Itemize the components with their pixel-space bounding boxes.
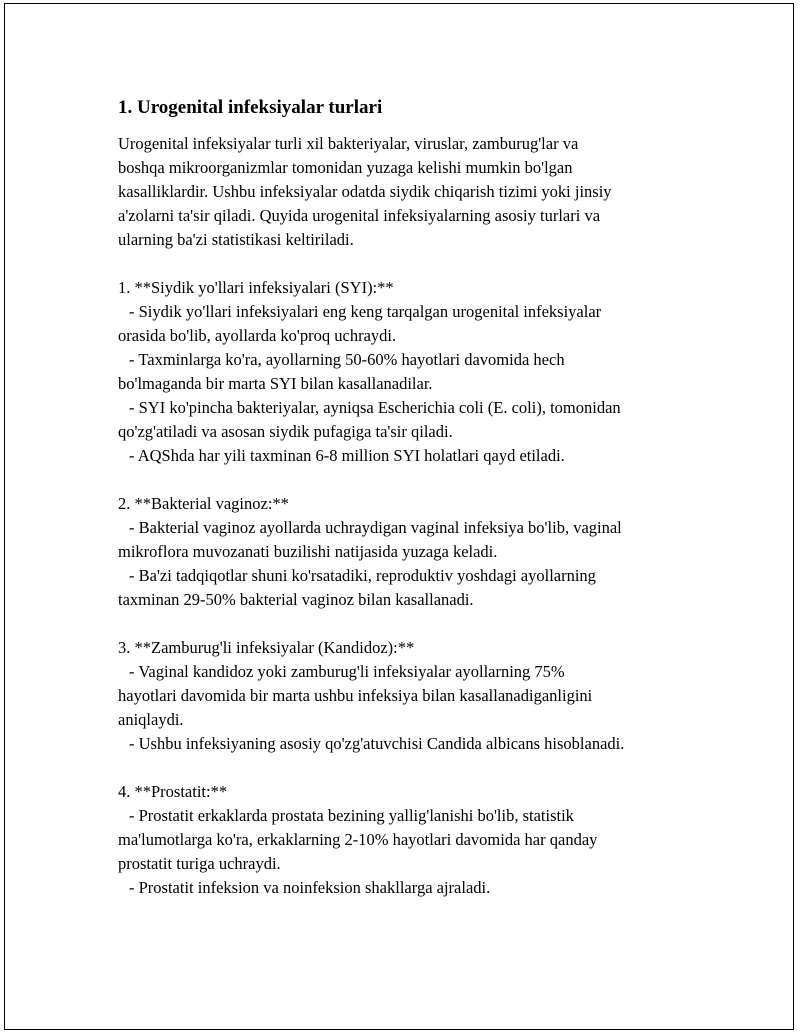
list-section <box>118 492 698 612</box>
intro-line: boshqa mikroorganizmlar tomonidan yuzaga kelishi mumkin bo'lgan <box>118 158 573 177</box>
document-title: 1. Urogenital infeksiyalar turlari <box>118 97 383 118</box>
paragraph-gap <box>118 612 698 636</box>
continuation-line: mikroflora muvozanati buzilishi natijasida yuzaga keladi. <box>118 542 498 561</box>
paragraph-gap <box>118 756 698 780</box>
continuation-line: ma'lumotlarga ko'ra, erkaklarning 2-10% hayotlari davomida har qanday <box>118 830 598 849</box>
bullet-line: - Taxminlarga ko'ra, ayollarning 50-60% hayotlari davomida hech <box>129 350 565 369</box>
bullet-line: - Prostatit infeksion va noinfeksion shakllarga ajraladi. <box>129 878 491 897</box>
paragraph-gap <box>118 468 698 492</box>
paragraph-gap <box>118 252 698 276</box>
section-heading: 1. **Siydik yo'llari infeksiyalari (SYI):** <box>118 278 394 297</box>
bullet-line: - SYI ko'pincha bakteriyalar, ayniqsa Escherichia coli (E. coli), tomonidan <box>129 398 621 417</box>
intro-line: ularning ba'zi statistikasi keltiriladi. <box>118 230 354 249</box>
bullet-line: - Ushbu infeksiyaning asosiy qo'zg'atuvchisi Candida albicans hisoblanadi. <box>129 734 625 753</box>
intro-line: a'zolarni ta'sir qiladi. Quyida urogenital infeksiyalarning asosiy turlari va <box>118 206 601 225</box>
continuation-line: bo'lmaganda bir marta SYI bilan kasallanadilar. <box>118 374 433 393</box>
document-body <box>118 94 698 900</box>
intro-line: kasalliklardir. Ushbu infeksiyalar odatda siydik chiqarish tizimi yoki jinsiy <box>118 182 612 201</box>
bullet-line: - AQShda har yili taxminan 6-8 million SYI holatlari qayd etiladi. <box>129 446 565 465</box>
bullet-line: - Vaginal kandidoz yoki zamburug'li infeksiyalar ayollarning 75% <box>129 662 565 681</box>
continuation-line: qo'zg'atiladi va asosan siydik pufagiga ta'sir qiladi. <box>118 422 453 441</box>
continuation-line: orasida bo'lib, ayollarda ko'proq uchraydi. <box>118 326 397 345</box>
list-section <box>118 636 698 756</box>
document-page <box>4 3 794 1030</box>
continuation-line: taxminan 29-50% bakterial vaginoz bilan kasallanadi. <box>118 590 474 609</box>
bullet-line: - Bakterial vaginoz ayollarda uchraydigan vaginal infeksiya bo'lib, vaginal <box>129 518 622 537</box>
continuation-line: hayotlari davomida bir marta ushbu infeksiya bilan kasallanadiganligini <box>118 686 593 705</box>
section-heading: 4. **Prostatit:** <box>118 782 228 801</box>
section-heading: 2. **Bakterial vaginoz:** <box>118 494 289 513</box>
bullet-line: - Prostatit erkaklarda prostata bezining yallig'lanishi bo'lib, statistik <box>129 806 574 825</box>
list-section <box>118 780 698 900</box>
intro-paragraph <box>118 132 698 252</box>
bullet-line: - Ba'zi tadqiqotlar shuni ko'rsatadiki, reproduktiv yoshdagi ayollarning <box>129 566 596 585</box>
list-section <box>118 276 698 468</box>
section-heading: 3. **Zamburug'li infeksiyalar (Kandidoz):** <box>118 638 415 657</box>
continuation-line: aniqlaydi. <box>118 710 184 729</box>
bullet-line: - Siydik yo'llari infeksiyalari eng keng tarqalgan urogenital infeksiyalar <box>129 302 602 321</box>
sections-container <box>118 252 698 900</box>
continuation-line: prostatit turiga uchraydi. <box>118 854 281 873</box>
intro-line: Urogenital infeksiyalar turli xil bakteriyalar, viruslar, zamburug'lar va <box>118 134 579 153</box>
